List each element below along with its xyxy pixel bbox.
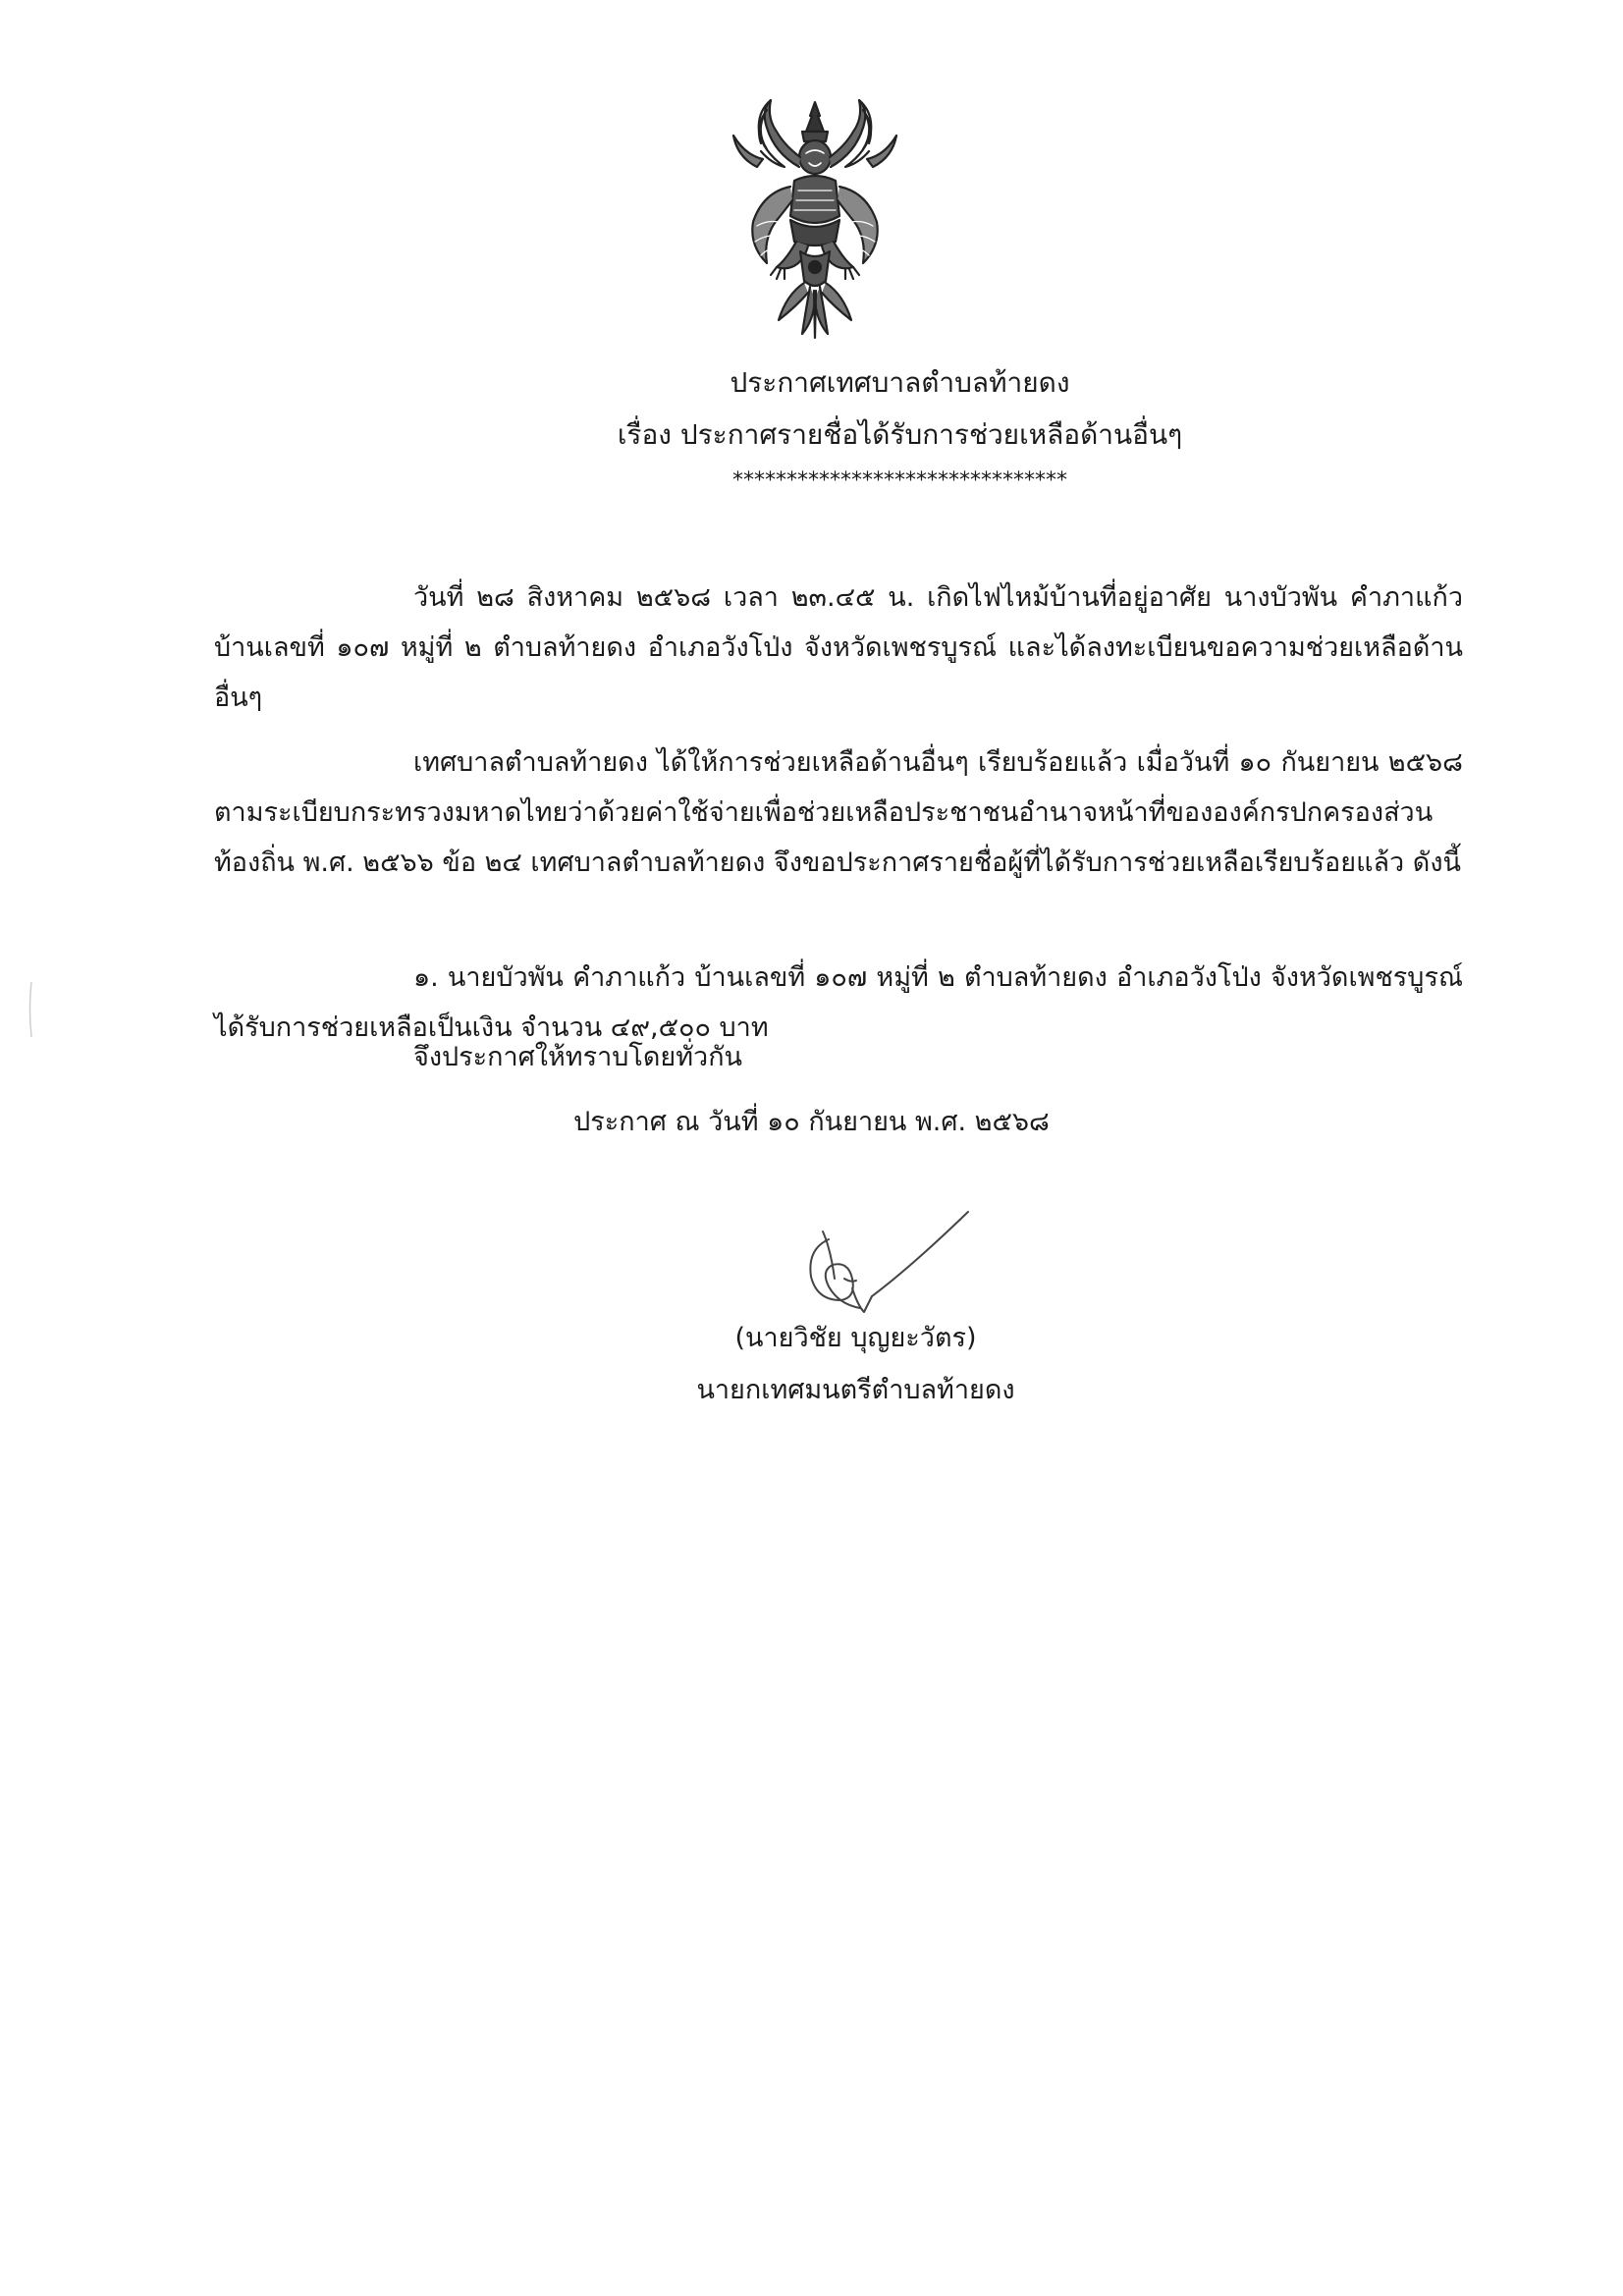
recipient-list-item: ๑. นายบัวพัน คำภาแก้ว บ้านเลขที่ ๑๐๗ หมู่ที่ ๒ ตำบลท้ายดง อำเภอวังโป่ง จังหวัดเพชรบูรณ์ ได้รับการช่วยเหลือเป็นเงิน จำนวน ๔๙,๕๐๐ บาท xyxy=(214,962,1463,1043)
garuda-emblem-icon xyxy=(728,98,902,340)
body-paragraph-incident: วันที่ ๒๘ สิงหาคม ๒๕๖๘ เวลา ๒๓.๔๕ น. เกิดไฟไหม้บ้านที่อยู่อาศัย นางบัวพัน คำภาแก้ว บ้านเลขที่ ๑๐๗ หมู่ที่ ๒ ตำบลท้ายดง อำเภอวังโป่ง จังหวัดเพชรบูรณ์ และได้ลงทะเบียนขอความช่วยเหลือด้านอื่นๆ xyxy=(214,582,1463,713)
body-paragraph-assistance: เทศบาลตำบลท้ายดง ได้ให้การช่วยเหลือด้านอื่นๆ เรียบร้อยแล้ว เมื่อวันที่ ๑๐ กันยายน ๒๕๖๘ ตามระเบียบกระทรวงมหาดไทยว่าด้วยค่าใช้จ่ายเพื่อช่วยเหลือประชาชนอำนาจหน้าที่ขององค์กรปกครองส่วนท้องถิ่น พ.ศ. ๒๕๖๖ ข้อ ๒๔ เทศบาลตำบลท้ายดง จึงขอประกาศรายชื่อผู้ที่ได้รับการช่วยเหลือเรียบร้อยแล้ว ดังนี้ xyxy=(214,747,1463,878)
title-divider: ******************************* xyxy=(732,468,1067,493)
signer-name: (นายวิชัย บุญยะวัตร) xyxy=(734,1323,977,1353)
signer-position: นายกเทศมนตรีตำบลท้ายดง xyxy=(696,1375,1015,1405)
announcement-date: ประกาศ ณ วันที่ ๑๐ กันยายน พ.ศ. ๒๕๖๘ xyxy=(573,1107,1050,1137)
scan-artifact xyxy=(27,980,33,1039)
handwritten-signature-icon xyxy=(793,1210,980,1328)
closing-statement: จึงประกาศให้ทราบโดยทั่วกัน xyxy=(413,1042,742,1072)
announcement-issuer: ประกาศเทศบาลตำบลท้ายดง xyxy=(730,366,1070,399)
announcement-subject: เรื่อง ประกาศรายชื่อได้รับการช่วยเหลือด้านอื่นๆ xyxy=(617,418,1183,451)
